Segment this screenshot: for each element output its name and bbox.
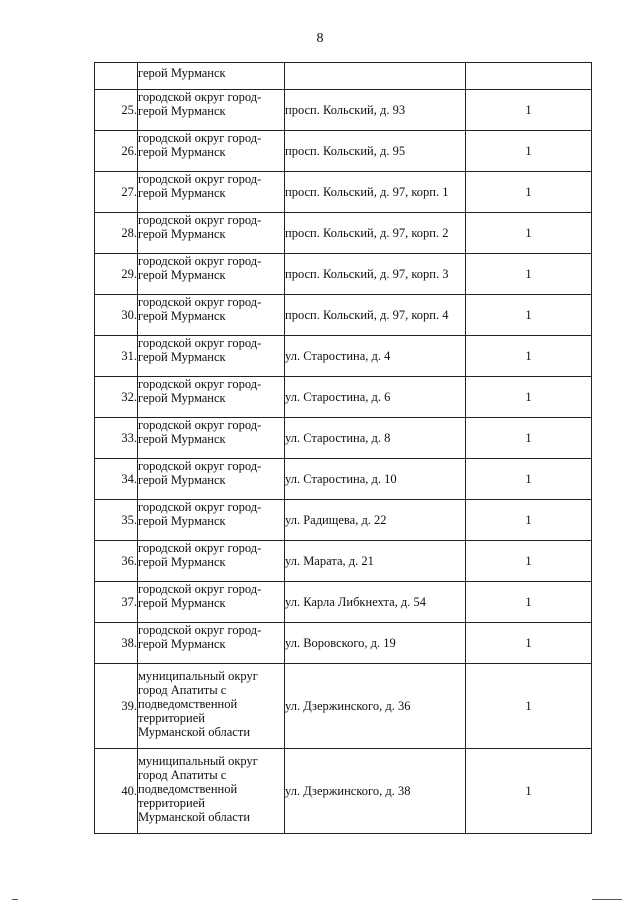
municipality-line: герой Мурманск — [138, 309, 226, 323]
table-row-continued — [95, 63, 592, 90]
row-number-cell: 39. — [95, 664, 138, 749]
count-cell: 1 — [466, 459, 592, 500]
count-cell: 1 — [466, 90, 592, 131]
row-number-cell: 29. — [95, 254, 138, 295]
address-cell: ул. Старостина, д. 10 — [285, 459, 466, 500]
count-cell: 1 — [466, 131, 592, 172]
municipality-line: городской округ город- — [138, 131, 262, 145]
municipality-cell — [138, 749, 285, 834]
municipality-line: герой Мурманск — [138, 227, 226, 241]
municipality-line: городской округ город- — [138, 213, 262, 227]
municipality-cell — [138, 254, 285, 295]
row-number-cell: 40. — [95, 749, 138, 834]
count-cell: 1 — [466, 254, 592, 295]
address-cell: просп. Кольский, д. 97, корп. 3 — [285, 254, 466, 295]
row-number-cell: 33. — [95, 418, 138, 459]
municipality-line: герой Мурманск — [138, 350, 226, 364]
municipality-line: герой Мурманск — [138, 514, 226, 528]
municipality-cell — [138, 172, 285, 213]
municipality-cell — [138, 295, 285, 336]
count-cell: 1 — [466, 623, 592, 664]
row-number-cell: 36. — [95, 541, 138, 582]
table-row — [95, 500, 592, 541]
municipality-line: муниципальный округ — [138, 754, 258, 768]
address-cell: ул. Дзержинского, д. 38 — [285, 749, 466, 834]
count-cell: 1 — [466, 336, 592, 377]
municipality-line: герой Мурманск — [138, 104, 226, 118]
municipality-cell: герой Мурманск — [138, 63, 285, 90]
municipality-cell — [138, 213, 285, 254]
address-cell: ул. Старостина, д. 4 — [285, 336, 466, 377]
table-row — [95, 459, 592, 500]
table-row — [95, 254, 592, 295]
municipality-cell — [138, 131, 285, 172]
address-cell: ул. Радищева, д. 22 — [285, 500, 466, 541]
municipality-line: городской округ город- — [138, 459, 262, 473]
address-cell: просп. Кольский, д. 95 — [285, 131, 466, 172]
count-cell: 1 — [466, 172, 592, 213]
table-row — [95, 213, 592, 254]
table-row — [95, 418, 592, 459]
table-row — [95, 582, 592, 623]
municipality-line: городской округ город- — [138, 582, 262, 596]
address-cell: просп. Кольский, д. 97, корп. 1 — [285, 172, 466, 213]
municipality-cell — [138, 541, 285, 582]
count-cell: 1 — [466, 664, 592, 749]
municipality-line: городской округ город- — [138, 90, 262, 104]
municipality-line: территорией — [138, 796, 205, 810]
municipality-cell — [138, 459, 285, 500]
row-number-cell: 28. — [95, 213, 138, 254]
municipality-line: территорией — [138, 711, 205, 725]
municipality-cell — [138, 377, 285, 418]
municipality-line: городской округ город- — [138, 254, 262, 268]
row-number-cell: 31. — [95, 336, 138, 377]
address-cell: просп. Кольский, д. 97, корп. 2 — [285, 213, 466, 254]
count-cell: 1 — [466, 582, 592, 623]
table-row — [95, 377, 592, 418]
row-number-cell: 27. — [95, 172, 138, 213]
table-row — [95, 90, 592, 131]
municipality-line: город Апатиты с — [138, 768, 227, 782]
municipality-line: Мурманской области — [138, 810, 251, 824]
row-number-cell: 37. — [95, 582, 138, 623]
addresses-table — [94, 62, 592, 834]
address-cell: ул. Марата, д. 21 — [285, 541, 466, 582]
municipality-cell — [138, 582, 285, 623]
count-cell: 1 — [466, 295, 592, 336]
row-number-cell — [95, 63, 138, 90]
municipality-line: герой Мурманск — [138, 555, 226, 569]
municipality-cell — [138, 336, 285, 377]
table-row — [95, 623, 592, 664]
count-cell — [466, 63, 592, 90]
municipality-line: подведомственной — [138, 697, 238, 711]
municipality-line: герой Мурманск — [138, 186, 226, 200]
address-cell: ул. Старостина, д. 8 — [285, 418, 466, 459]
municipality-line: герой Мурманск — [138, 268, 226, 282]
count-cell: 1 — [466, 500, 592, 541]
table-row — [95, 749, 592, 834]
scan-mark-right — [592, 899, 622, 900]
municipality-line: городской округ город- — [138, 295, 262, 309]
municipality-cell — [138, 418, 285, 459]
address-cell — [285, 63, 466, 90]
municipality-cell — [138, 90, 285, 131]
scan-mark-left — [12, 899, 18, 900]
address-cell: ул. Воровского, д. 19 — [285, 623, 466, 664]
municipality-line: герой Мурманск — [138, 432, 226, 446]
table-row — [95, 172, 592, 213]
address-cell: ул. Старостина, д. 6 — [285, 377, 466, 418]
count-cell: 1 — [466, 749, 592, 834]
address-cell: ул. Дзержинского, д. 36 — [285, 664, 466, 749]
municipality-line: городской округ город- — [138, 336, 262, 350]
municipality-line: герой Мурманск — [138, 391, 226, 405]
row-number-cell: 32. — [95, 377, 138, 418]
address-cell: просп. Кольский, д. 97, корп. 4 — [285, 295, 466, 336]
row-number-cell: 30. — [95, 295, 138, 336]
municipality-line: герой Мурманск — [138, 637, 226, 651]
row-number-cell: 38. — [95, 623, 138, 664]
table-row — [95, 336, 592, 377]
address-cell: просп. Кольский, д. 93 — [285, 90, 466, 131]
municipality-line: муниципальный округ — [138, 669, 258, 683]
municipality-line: городской округ город- — [138, 377, 262, 391]
count-cell: 1 — [466, 213, 592, 254]
row-number-cell: 25. — [95, 90, 138, 131]
municipality-cell — [138, 500, 285, 541]
table-row — [95, 295, 592, 336]
municipality-line: городской округ город- — [138, 418, 262, 432]
municipality-line: городской округ город- — [138, 541, 262, 555]
row-number-cell: 34. — [95, 459, 138, 500]
count-cell: 1 — [466, 377, 592, 418]
table-row — [95, 131, 592, 172]
table-body — [95, 63, 592, 834]
municipality-line: городской округ город- — [138, 623, 262, 637]
row-number-cell: 35. — [95, 500, 138, 541]
municipality-line: герой Мурманск — [138, 473, 226, 487]
row-number-cell: 26. — [95, 131, 138, 172]
count-cell: 1 — [466, 418, 592, 459]
municipality-line: герой Мурманск — [138, 145, 226, 159]
municipality-cell — [138, 664, 285, 749]
address-cell: ул. Карла Либкнехта, д. 54 — [285, 582, 466, 623]
municipality-line: подведомственной — [138, 782, 238, 796]
municipality-line: город Апатиты с — [138, 683, 227, 697]
municipality-line: герой Мурманск — [138, 596, 226, 610]
table-row — [95, 664, 592, 749]
municipality-cell — [138, 623, 285, 664]
municipality-line: городской округ город- — [138, 500, 262, 514]
count-cell: 1 — [466, 541, 592, 582]
municipality-line: городской округ город- — [138, 172, 262, 186]
page-number: 8 — [316, 31, 324, 46]
municipality-line: Мурманской области — [138, 725, 251, 739]
table-row — [95, 541, 592, 582]
